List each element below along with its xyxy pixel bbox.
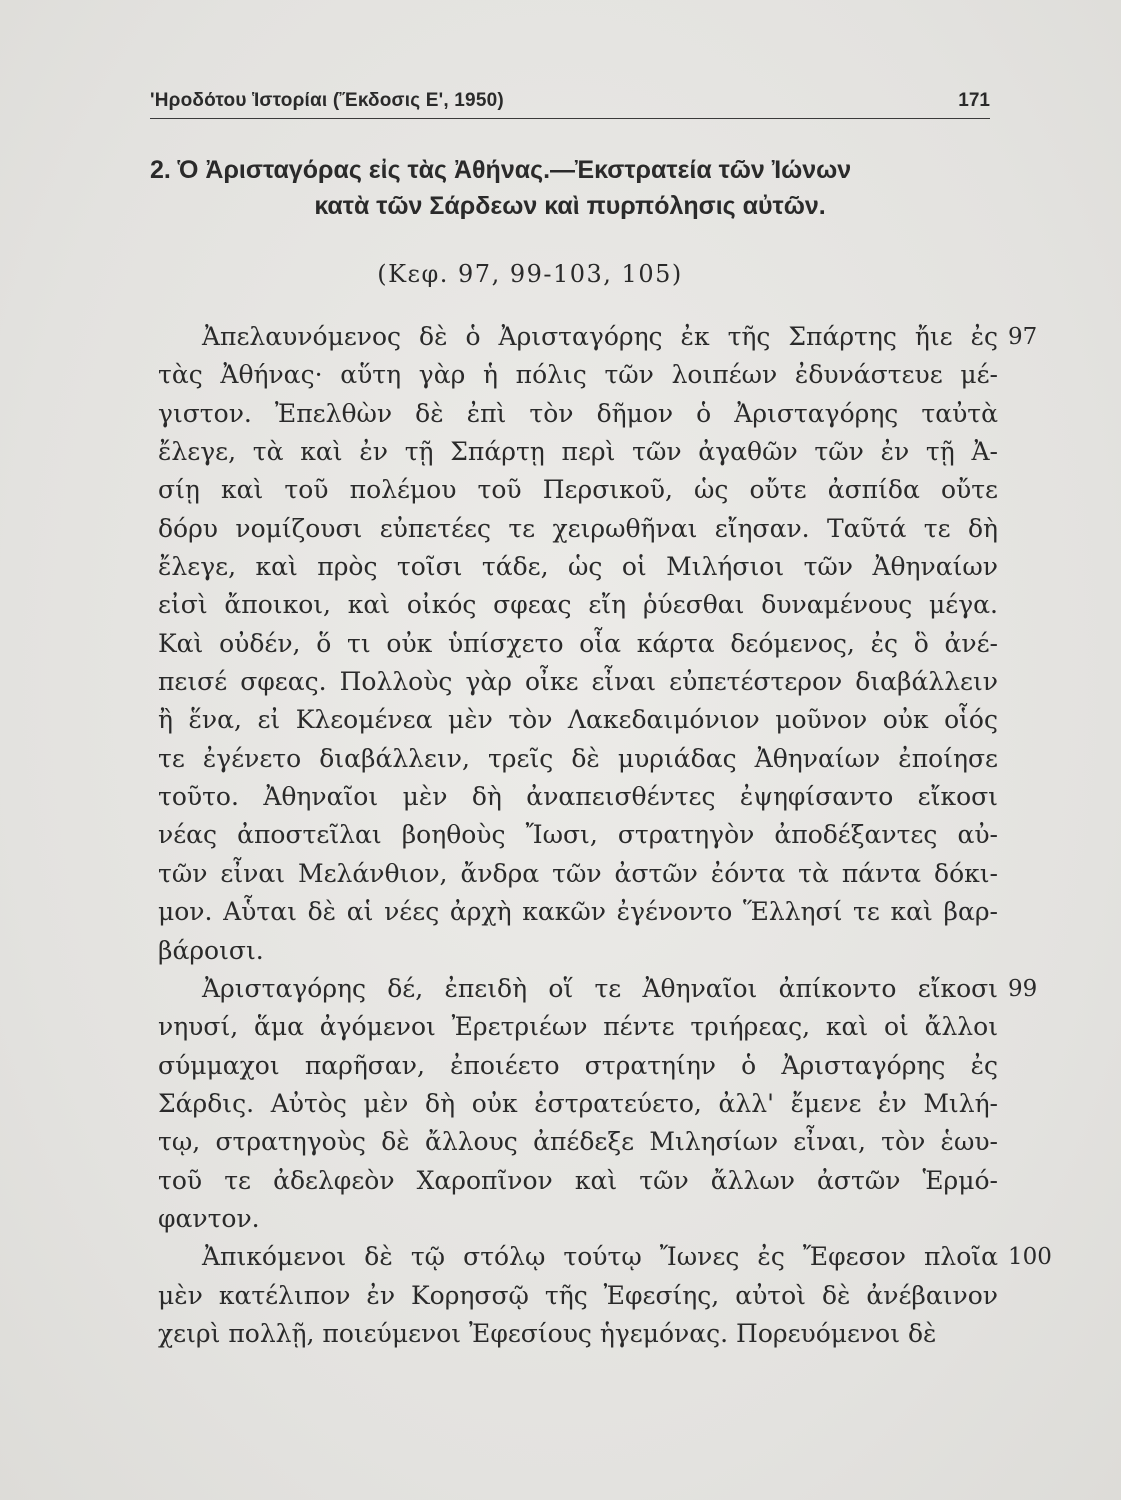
text-line-content: εἰσὶ ἄποικοι, καὶ οἰκός σφεας εἴη ῥύεσθαι δυναμένους μέγα.: [158, 590, 998, 620]
section-heading-line-2: κατὰ τῶν Σάρδεων καὶ πυρπόλησις αὐτῶν.: [314, 192, 826, 220]
text-line-content: νηυσί, ἅμα ἀγόμενοι Ἐρετριέων πέντε τριήρεας, καὶ οἱ ἄλλοι: [158, 1012, 998, 1042]
text-line: [158, 356, 998, 394]
text-line-content: Ἀρισταγόρης δέ, ἐπειδὴ οἵ τε Ἀθηναῖοι ἀπίκοντο εἴκοσι: [202, 973, 998, 1003]
text-line: [158, 1085, 998, 1123]
text-line: [158, 625, 998, 663]
text-line: [158, 1315, 998, 1353]
text-line-content: γιστον. Ἐπελθὼν δὲ ἐπὶ τὸν δῆμον ὁ Ἀρισταγόρης ταὐτὰ: [158, 398, 998, 428]
text-line-content: σύμμαχοι παρῆσαν, ἐποιέετο στρατηίην ὁ Ἀρισταγόρης ἐς: [158, 1050, 998, 1080]
text-line-content: ἔλεγε, καὶ πρὸς τοῖσι τάδε, ὡς οἱ Μιλήσιοι τῶν Ἀθηναίων: [158, 552, 998, 582]
text-line: [158, 816, 998, 854]
text-line-content: Ἀπελαυνόμενος δὲ ὁ Ἀρισταγόρης ἐκ τῆς Σπάρτης ἤιε ἐς: [202, 322, 998, 351]
text-line: [158, 1123, 998, 1161]
text-line-content: τοῦ τε ἀδελφεὸν Χαροπῖνον καὶ τῶν ἄλλων ἀστῶν Ἑρμό-: [158, 1165, 998, 1195]
text-line: [158, 1047, 998, 1085]
text-line-content: ἔλεγε, τὰ καὶ ἐν τῇ Σπάρτῃ περὶ τῶν ἀγαθῶν τῶν ἐν τῇ Ἀ-: [158, 437, 998, 467]
text-line-content: Καὶ οὐδέν, ὅ τι οὐκ ὑπίσχετο οἷα κάρτα δεόμενος, ἐς ὃ ἀνέ-: [158, 628, 998, 658]
text-line-content: ἢ ἕνα, εἰ Κλεομένεα μὲν τὸν Λακεδαιμόνιον μοῦνον οὐκ οἷός: [158, 705, 998, 735]
text-line-content: τοῦτο. Ἀθηναῖοι μὲν δὴ ἀναπεισθέντες ἐψηφίσαντο εἴκοσι: [158, 782, 998, 812]
text-line: [158, 701, 998, 739]
section-heading: [150, 152, 990, 224]
text-line-content: πεισέ σφεας. Πολλοὺς γὰρ οἶκε εἶναι εὐπετέστερον διαβάλλειν: [158, 667, 998, 697]
text-line: [158, 1238, 1052, 1276]
chapter-margin-number: 97: [1008, 324, 1038, 350]
text-line-content: νέας ἀποστεῖλαι βοηθοὺς Ἴωσι, στρατηγὸν ἀποδέξαντες αὐ-: [158, 820, 998, 850]
text-line: [158, 893, 998, 931]
text-line-content: Σάρδις. Αὐτὸς μὲν δὴ οὐκ ἐστρατεύετο, ἀλλ' ἔμενε ἐν Μιλή-: [158, 1088, 998, 1118]
text-line-content: Ἀπικόμενοι δὲ τῷ στόλῳ τούτῳ Ἴωνες ἐς Ἔφεσον πλοῖα: [202, 1242, 998, 1272]
text-line-content: βάροισι.: [158, 935, 264, 965]
text-line-content: μον. Αὗται δὲ αἱ νέες ἀρχὴ κακῶν ἐγένοντο Ἕλλησί τε καὶ βαρ-: [158, 897, 998, 927]
text-line: [158, 855, 998, 893]
text-line: [158, 1162, 998, 1200]
chapter-reference: (Κεφ. 97, 99-103, 105): [377, 260, 683, 288]
text-line: [158, 471, 998, 509]
text-line: [158, 1200, 998, 1238]
text-line: [158, 548, 998, 586]
text-line-content: τὰς Ἀθήνας· αὕτη γὰρ ἡ πόλις τῶν λοιπέων ἐδυνάστευε μέ-: [158, 360, 998, 390]
text-line-content: τῳ, στρατηγοὺς δὲ ἄλλους ἀπέδεξε Μιλησίων εἶναι, τὸν ἑωυ-: [158, 1127, 998, 1157]
chapter-margin-number: 100: [1008, 1244, 1052, 1271]
body-text: [158, 318, 1052, 1353]
text-line-content: φαντον.: [158, 1203, 260, 1233]
text-line: [158, 970, 1038, 1008]
text-line: [158, 663, 998, 701]
text-line: [158, 740, 998, 778]
text-line: [158, 433, 998, 471]
page-number: 171: [958, 90, 990, 111]
running-header: [150, 88, 990, 119]
text-line: [158, 586, 998, 624]
text-line-content: τῶν εἶναι Μελάνθιον, ἄνδρα τῶν ἀστῶν ἐόντα τὰ πάντα δόκι-: [158, 858, 998, 888]
text-line-content: δόρυ νομίζουσι εὐπετέες τε χειρωθῆναι εἴησαν. Ταῦτά τε δὴ: [158, 513, 998, 543]
text-line-content: χειρὶ πολλῇ, ποιεύμενοι Ἐφεσίους ἡγεμόνας. Πορευόμενοι δὲ: [158, 1318, 937, 1348]
text-line: [158, 1008, 998, 1046]
text-line: [158, 778, 998, 816]
text-line: [158, 1277, 998, 1315]
text-line-content: μὲν κατέλιπον ἐν Κορησσῷ τῆς Ἐφεσίης, αὐτοὶ δὲ ἀνέβαινον: [158, 1280, 998, 1310]
text-line: [158, 510, 998, 548]
text-line: [158, 395, 998, 433]
text-line-content: σίῃ καὶ τοῦ πολέμου τοῦ Περσικοῦ, ὡς οὔτε ἀσπίδα οὔτε: [158, 475, 998, 505]
chapter-margin-number: 99: [1008, 975, 1038, 1002]
section-heading-line-1: 2. Ὁ Ἀρισταγόρας εἰς τὰς Ἀθήνας.—Ἐκστρατεία τῶν Ἰώνων: [150, 156, 852, 184]
running-title: 'Ηροδότου Ἱστορίαι (Ἔκδοσις Ε', 1950): [150, 90, 504, 111]
text-line-content: τε ἐγένετο διαβάλλειν, τρεῖς δὲ μυριάδας Ἀθηναίων ἐποίησε: [158, 743, 998, 773]
text-line: [158, 318, 1038, 356]
text-line: [158, 932, 998, 970]
